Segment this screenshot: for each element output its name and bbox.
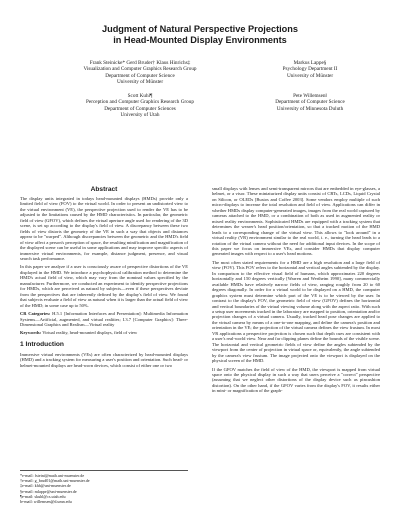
keywords <box>20 330 188 335</box>
cr-categories <box>20 311 188 327</box>
abstract-heading: Abstract <box>90 186 118 193</box>
introduction-heading: 1 Introduction <box>20 340 64 348</box>
paper-title <box>0 24 400 46</box>
cr-categories-label: CR Categories: <box>20 311 51 317</box>
footnote: *e-mail: fsteini@math.uni-muenster.de <box>20 473 85 478</box>
body-paragraph: small displays with lenses and semi-transparent mirrors that are embedded in eye-glasses, a helmet, or a visor. These miniaturized display units consist of CRTs, LCDs, Liquid Crystal on Silicon, or OLEDs [Bustos and Coffee 2003]. Some vendors employ multiple of such micro-displays to increase the total resolution and field of view. Applications can differ in whether HMDs display computer-generated images, images from the real world captured by cameras attached to the HMD, or a combination of both as used in augmented reality or mixed reality environments. Sophisticated HMDs are equipped with a tracking system that determines the wearer's head position/orientation, so that a tracked motion of the HMD leads to a corresponding change of the virtual view. This allows to "look around" in a virtual reality (VR) environment similar to the real world, i. e., turning the head leads to a rotation of the virtual camera without the need for additional input devices. In the scope of this paper we focus on immersive VEs, and consider HMDs that display computer generated images with respect to a user's head motions. <box>212 186 380 257</box>
affiliation-line: Department of Computer Science <box>105 72 175 79</box>
footnote: ¶e-mail: skuhl@cs.utah.edu <box>20 493 66 499</box>
author-group-duluth <box>250 93 370 112</box>
affiliation-line: Department of Computer Sciences <box>104 105 176 112</box>
author-names: Markus Lappe§ <box>293 60 327 66</box>
title-line-2: in Head-Mounted Display Environments <box>113 35 287 45</box>
author-names: Pete Willemsen‖ <box>293 93 327 99</box>
keywords-label: Keywords: <box>20 330 42 336</box>
affiliation-line: University of Utah <box>120 112 160 119</box>
author-group-utah <box>40 93 240 119</box>
affiliation-line: Department of Computer Science <box>275 99 345 106</box>
affiliation-line: University of Münster <box>286 72 334 79</box>
footnote: ‖e-mail: willemsen@d.umn.edu <box>20 499 72 505</box>
author-names: Frank Steinicke* Gerd Bruder† Klaus Hinrichs‡ <box>89 60 191 66</box>
affiliation-line: Psychology Department II <box>282 66 338 73</box>
affiliation-line: Visualization and Computer Graphics Research Group <box>83 66 197 73</box>
cr-categories-text: H.5.1 [Information Interfaces and Presentation]: Multimedia Information Systems—Artificial, augmented, and virtual realities; I.3.7 [Computer Graphics]: Three-Dimensional Graphics and Realism—Virtual reality <box>20 311 188 327</box>
footnotes <box>20 470 188 504</box>
affiliation-line: Perception and Computer Graphics Research Group <box>86 99 194 106</box>
author-names: Scott Kuhl¶ <box>127 93 153 99</box>
right-column <box>212 186 380 397</box>
affiliation-line: University of Minnesota Duluth <box>276 105 344 112</box>
footnote: §e-mail: mlappe@uni-muenster.de <box>20 488 77 494</box>
author-group-muenster <box>40 60 240 86</box>
body-paragraph: If the GFOV matches the field of view of the HMD, the viewport is mapped from virtual space onto the physical display in such a way that users perceive a "correct" perspective (assuming that we neglect other distortions of the display device such as pincushion distortion). On the other hand, if the GFOV varies from the display's FOV, it results either in mini- or magnification of the graph- <box>212 366 380 394</box>
left-column <box>20 186 188 371</box>
footnote: ‡e-mail: khh@uni-muenster.de <box>20 483 71 489</box>
title-line-1: Judgment of Natural Perspective Projections <box>101 24 299 34</box>
author-group-psychology <box>255 60 365 79</box>
footnote: †e-mail: g_brud01@math.uni-muenster.de <box>20 478 90 484</box>
abstract-paragraph: In this paper we analyze if a user is consciously aware of perspective distortions of the VE displayed in the HMD. We introduce a psychophysical calibration method to determine the HMD's actual field of view, which may vary from the nominal values specified by the manufacturer. Furthermore, we conducted an experiment to identify perspective projections for HMDs, which are perceived as natural by subjects—even if these perspectives deviate from the perspectives that are inherently defined by the display's field of view. We found that subjects evaluate a field of view as natural when it is larger than the actual field of view of the HMD; in some case up to 50%. <box>20 264 188 308</box>
keywords-text: Virtual reality, head-mounted displays, field of view <box>42 330 138 336</box>
abstract-paragraph: The display units integrated in todays head-mounted displays (HMDs) provide only a limited field of view (FOV) to the virtual world. In order to present an undistorted view to the virtual environment (VE), the perspective projection used to render the VE has to be adjusted to the limitations caused by the HMD characteristics. In particular, the geometric field of view (GFOV), which defines the virtual aperture angle used for rendering of the 3D scene, is set up according to the display's field of view. A discrepancy between these two fields of view distorts the geometry of the VE in such a way that objects and distances appear to be "warped". Although discrepancies between the geometric and the HMD's field of view affect a person's perception of space, the resulting minification and magnification of the displayed scene can be useful in some applications and may improve specific aspects of immersive virtual environments, for example, distance judgment, presence, and visual search task performance. <box>20 196 188 261</box>
body-paragraph: The most often stated requirements for a HMD are a high resolution and a large field of view (FOV). This FOV refers to the horizontal and vertical angles subtended by the display. In comparison to the effective visual field of humans, which approximates 220 degrees horizontally and 150 degrees vertically [Warren and Wertheim 1990], many commercially available HMDs have relatively narrow fields of view, ranging roughly from 20 to 60 degrees diagonally. In order for a virtual world to be displayed on a HMD, the computer graphics system must determine which part of the VE is to be viewed by the user. In contrast to the display's FOV, the geometric field of view (GFOV) defines the horizontal and vertical boundaries of the virtual viewing volume along with the aspect ratio. With such a setup user movements tracked in the laboratory are mapped to position, orientation and/or projection changes of a virtual camera. Usually, tracked head pose changes are applied to the virtual camera by means of a one-to-one mapping, and define the camera's position and orientation in the VE; the projection of the virtual camera defines the view frustum. In most VR applications a perspective projection is chosen such that depth cues are consistent with a user's real-world view. Near and far clipping planes define the bounds of the visible scene. The horizontal and vertical geometric fields of view define the angles subtended by the viewport from the center of projection in virtual space or, equivalently, the angle subtended by the camera's view frustum. The image projected onto the viewport is displayed on the physical screen of the HMD. <box>212 259 380 364</box>
introduction-paragraph: Immersive virtual environments (VEs) are often characterized by head-mounted displays (HMD) and a tracking system for measuring a user's position and orientation. Such head- or helmet-mounted displays are head-worn devices, which consist of either one or two <box>20 351 188 368</box>
affiliation-line: University of Münster <box>116 79 164 86</box>
